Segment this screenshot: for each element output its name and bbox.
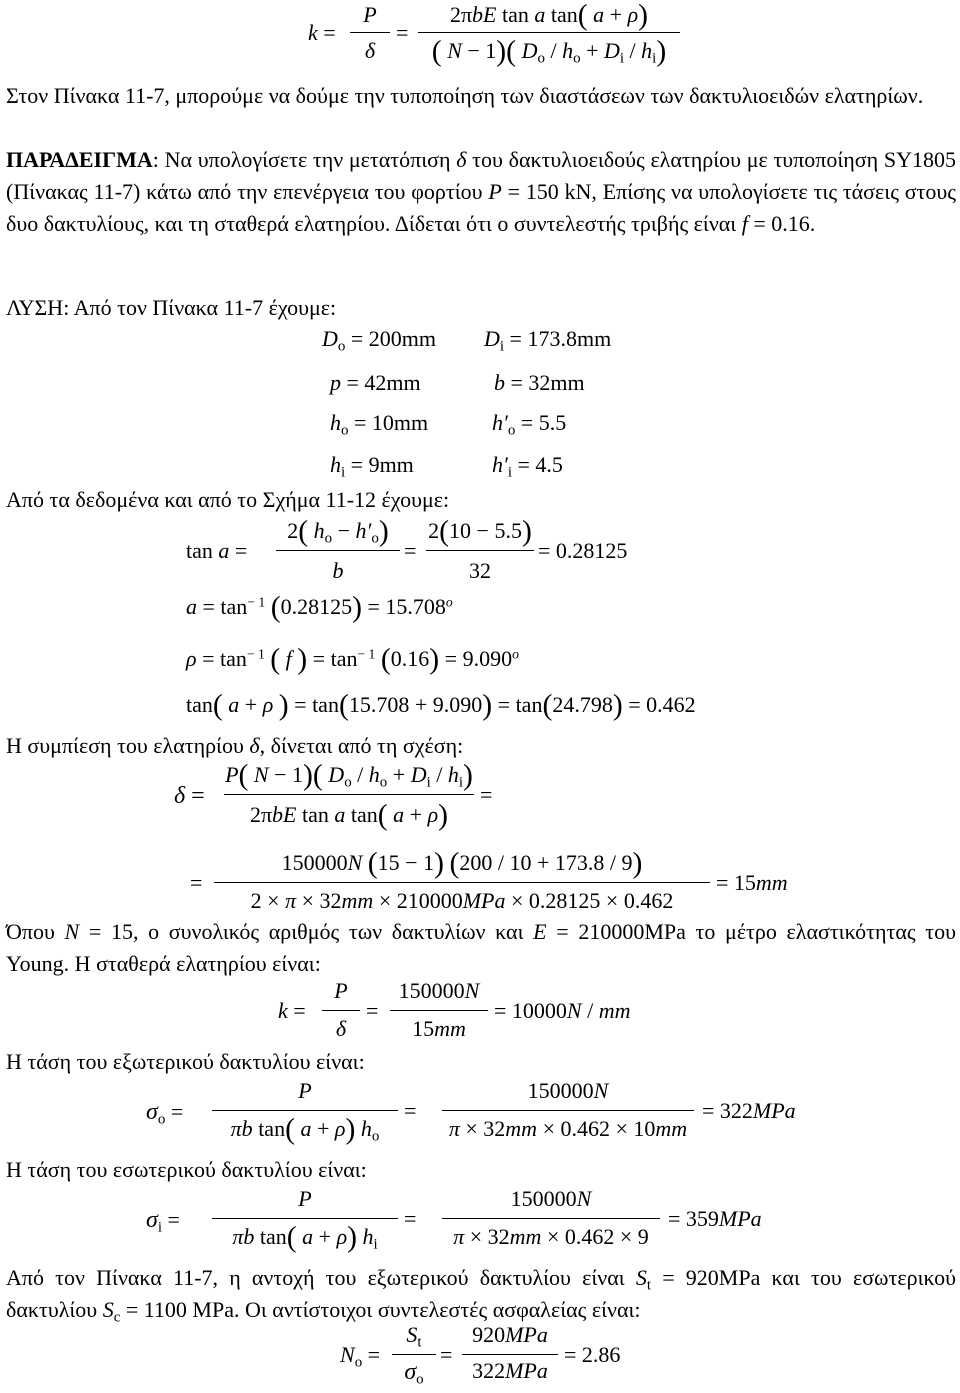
eq-tan-a-num1: 2( $h_o - h'_o$): [287, 515, 389, 548]
given-p: p = 42mm: [330, 370, 421, 395]
eq-delta-numeric-den: 2 × π × 32mm × 210000MPa × 0.28125 × 0.462: [250, 888, 674, 913]
eq-sigma-i-result: = 359MPa: [668, 1206, 762, 1231]
eq-tan-a-eq: =: [404, 538, 417, 563]
paragraph-example: ΠΑΡΑΔΕΙΓΜΑ: Να υπολογίσετε την μετατόπιση δ του δακτυλιοειδούς ελατηρίου με τυποποίηση SY1805 (Πίνακας 11-7) κάτω από την επενέργεια του φορτίου P = 150 kN, Επίσης να υπολογίσετε τις τάσεις στους δυο δακτυλίους, και τη σταθερά ελατηρίου. Δίδεται ότι ο συντελεστής τριβής είναι f = 0.16.: [6, 147, 956, 236]
eq-No-result: = 2.86: [564, 1342, 621, 1367]
eq-sigma-i-lhs: $\sigma_i$ =: [146, 1207, 180, 1236]
eq-tan-a-result: = 0.28125: [538, 538, 628, 563]
solution-label: ΛΥΣΗ: [6, 295, 64, 320]
eq-No: $N_o$ = $S_t$ $\sigma_o$ = 920MPa 322MPa = 2.86: [340, 1322, 621, 1388]
given-ho-prime: $h'_o = 5.5$: [492, 410, 567, 439]
eq-No-lhs: $N_o$ =: [340, 1342, 381, 1371]
eq-delta-numeric: [190, 848, 810, 920]
given-Do: $D_o = 200mm$: [322, 326, 437, 355]
eq-sigma-o-den1: πb tan( a + ρ) $h_o$: [230, 1113, 380, 1146]
eq-sigma-i-num2: 150000N: [510, 1186, 592, 1211]
eq-delta-lhs: δ =: [174, 783, 205, 809]
eq-k-numeric: k = P δ = 150000N 15mm = 10000N / mm: [278, 978, 631, 1041]
paragraph-inner-stress: Η τάση του εσωτερικού δακτυλίου είναι:: [6, 1157, 367, 1182]
eq-sigma-o: $\sigma_o$ = P πb tan( a + ρ) $h_o$ = 150000N π × 32mm × 0.462 × 10mm = 322MPa: [146, 1078, 796, 1146]
eq-k-numeric-num1: P: [334, 978, 348, 1003]
eq-k-numeric-den1: δ: [335, 1016, 347, 1041]
eq-sigma-o-den2: π × 32mm × 0.462 × 10mm: [448, 1116, 688, 1141]
eq-sigma-o-result: = 322MPa: [702, 1098, 796, 1123]
eq-sigma-i: $\sigma_i$ = P πb tan( a + ρ) $h_i$ = 150000N π × 32mm × 0.462 × 9 = 359MPa: [146, 1186, 762, 1254]
eq-No-num2: 920MPa: [472, 1322, 548, 1347]
eq-No-den2: 322MPa: [472, 1358, 548, 1383]
eq-delta-rhs: =: [480, 782, 493, 807]
eq-delta-numeric-result: = 15mm: [716, 870, 788, 895]
eq-delta: [174, 760, 534, 836]
eq-k-numeric-den2: 15mm: [412, 1016, 466, 1041]
given-hi-prime: $h'_i = 4.5$: [492, 452, 563, 481]
eq-sigma-i-num1: P: [298, 1186, 312, 1211]
eq-delta-den: 2πbE tan a tan( a + ρ): [249, 799, 449, 832]
eq-k-lhs: k =: [308, 20, 336, 45]
eq-k-num2: 2πbE tan a tan( a + ρ): [449, 0, 649, 32]
paragraph-data: Από τα δεδομένα και από το Σχήμα 11-12 έχουμε:: [6, 487, 450, 512]
eq-tan-a-den2: 32: [469, 558, 491, 583]
eq-k-den2: ( N − 1)( $D_o / h_o + D_i / h_i$): [431, 35, 667, 68]
paragraph-outer-stress: Η τάση του εξωτερικού δακτυλίου είναι:: [6, 1049, 365, 1074]
eq-tan-sum: tan( a + ρ ) = tan(15.708 + 9.090) = tan(24.798) = 0.462: [186, 689, 696, 722]
eq-k-eq1: =: [396, 20, 409, 45]
paragraph-tables: Στον Πίνακα 11-7, μπορούμε να δούμε την τυποποίηση των διαστάσεων των δακτυλιοειδών ελατηρίων.: [6, 83, 924, 108]
paragraph-young: Όπου N = 15, ο συνολικός αριθμός των δακτυλίων και E = 210000MPa το μέτρο ελαστικότητας του Young. Η σταθερά ελατηρίου είναι:: [6, 919, 956, 976]
eq-k-numeric-result: = 10000N / mm: [494, 998, 631, 1023]
given-values: [0, 320, 960, 490]
given-hi: $h_i = 9mm$: [330, 452, 414, 481]
eq-No-den1: $\sigma_o$: [404, 1359, 424, 1388]
eq-k-general: [300, 0, 700, 72]
eq-sigma-o-num2: 150000N: [527, 1078, 609, 1103]
solution-heading: ΛΥΣΗ: Από τον Πίνακα 11-7 έχουμε:: [6, 295, 337, 320]
eq-tan-a: [186, 516, 646, 588]
eq-k-den1: δ: [364, 38, 376, 63]
eq-delta-num: P( N − 1)( $D_o / h_o + D_i / h_i$): [225, 759, 473, 792]
eq-a: $a = \tan^{- 1} (0.28125) = 15.708^o$: [186, 591, 453, 624]
eq-sigma-o-num1: P: [298, 1078, 312, 1103]
given-ho: $h_o = 10mm$: [330, 410, 429, 439]
eq-delta-numeric-num: 150000N (15 − 1) (200 / 10 + 173.8 / 9): [281, 847, 643, 880]
paragraph-strength: Από τον Πίνακα 11-7, η αντοχή του εξωτερικού δακτυλίου είναι $S_t = 920MPa$ και του εσωτερικού δακτυλίου $S_c = 1100$ MPa. Οι αντίστοιχοι συντελεστές ασφαλείας είναι:: [6, 1265, 957, 1326]
eq-sigma-i-den2: π × 32mm × 0.462 × 9: [453, 1224, 649, 1249]
given-Di: $D_i = 173.8mm$: [484, 326, 612, 355]
eq-sigma-i-den1: πb tan( a + ρ) $h_i$: [232, 1221, 378, 1254]
paragraph-compression: Η συμπίεση του ελατηρίου δ, δίνεται από τη σχέση:: [6, 733, 464, 758]
eq-tan-a-den1: b: [332, 558, 344, 583]
eq-rho: $\rho = \tan^{- 1}$ ( f ) = $\tan^{- 1} (0.16) = 9.090^o$: [186, 643, 519, 676]
eq-k-numeric-num2: 150000N: [398, 978, 480, 1003]
eq-k-num1: P: [363, 2, 377, 27]
given-b: b = 32mm: [494, 370, 585, 395]
eq-delta-numeric-lhs: =: [190, 870, 203, 895]
example-label: ΠΑΡΑΔΕΙΓΜΑ: [6, 147, 153, 172]
eq-tan-a-num2: 2(10 − 5.5): [428, 515, 532, 548]
eq-No-num1: $S_t$: [406, 1322, 422, 1351]
eq-tan-a-lhs: tan a =: [186, 538, 248, 563]
eq-k-numeric-lhs: k =: [278, 998, 306, 1023]
eq-sigma-o-lhs: $\sigma_o$ =: [146, 1099, 184, 1128]
